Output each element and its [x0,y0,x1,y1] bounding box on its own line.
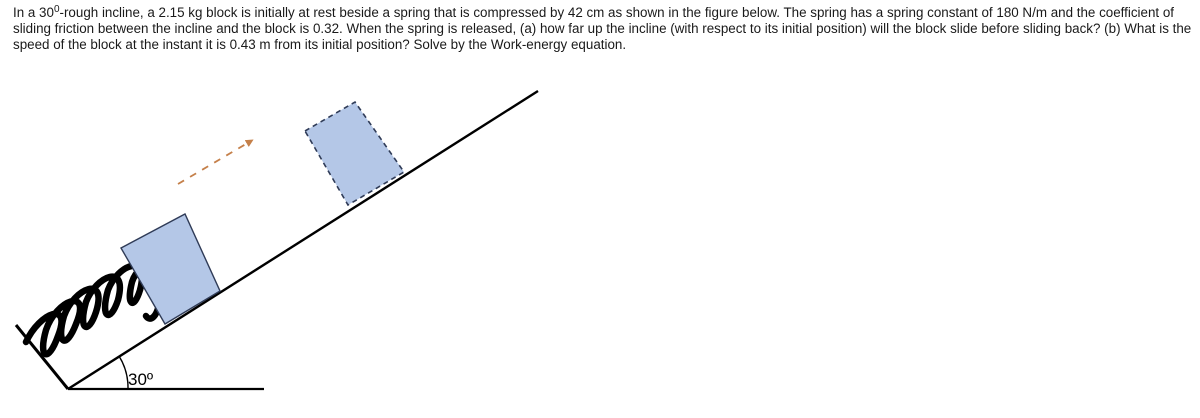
motion-arrow [178,141,251,184]
initial-block [121,214,220,324]
angle-arc [119,356,128,389]
problem-text-part2: -rough incline, a 2.15 kg block is initially at rest beside a spring that is compressed by 42 cm as shown in the figure below. The spring has a spring constant of 180 N/m and the coefficient of sliding friction between the incline and the block is 0.32. When the spring is released, (a) how far up the incline (with respect to its initial position) will the block slide before sliding back? (b) What is the speed of the block at the instant it is 0.43 m from its initial position? Solve by the Work-energy equation. [13,5,1192,53]
final-block [305,102,404,205]
problem-text-part1: In a 30 [13,5,54,20]
degree-superscript: 0 [53,4,60,15]
angle-label: 30º [128,370,154,389]
